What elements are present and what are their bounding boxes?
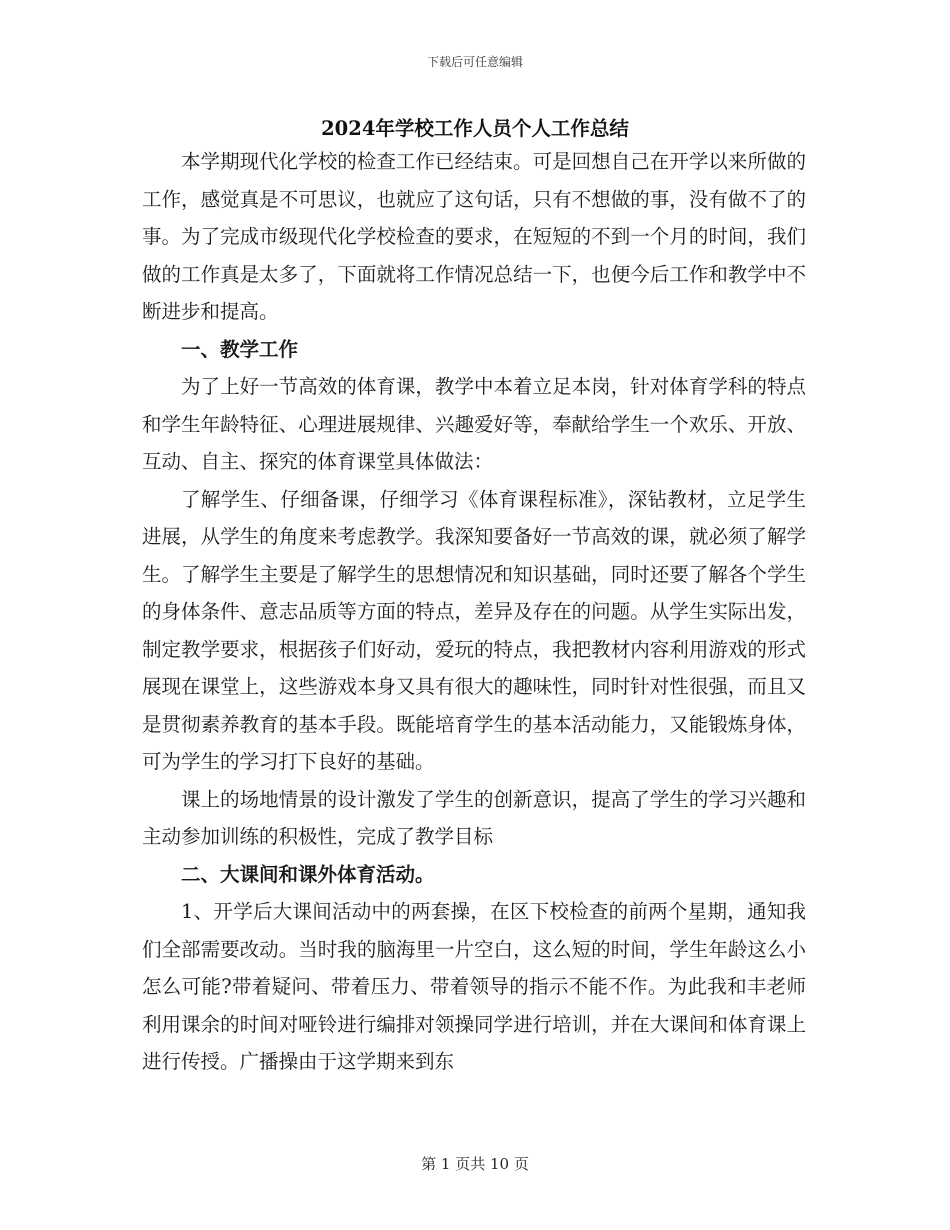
header-note: 下载后可任意编辑 bbox=[426, 55, 523, 69]
page-footer: 第 1 页共 10 页 bbox=[421, 1155, 529, 1173]
section-heading-activities: 二、大课间和课外体育活动。 bbox=[181, 862, 435, 886]
section-heading-teaching: 一、教学工作 bbox=[181, 337, 299, 361]
intro-paragraph: 本学期现代化学校的检查工作已经结束。可是回想自己在开学以来所做的工作，感觉真是不可思议，也就应了这句话，只有不想做的事，没有做不了的事。为了完成市级现代化学校检查的要求，在短短的不到一个月的时间，我们做的工作真是太多了，下面就将工作情况总结一下，也便今后工作和教学中不断进步和提高。 bbox=[142, 150, 806, 323]
teaching-outcome-paragraph: 课上的场地情景的设计激发了学生的创新意识，提高了学生的学习兴趣和主动参加训练的积极性，完成了教学目标 bbox=[142, 787, 806, 848]
activities-paragraph: 1、开学后大课间活动中的两套操，在区下校检查的前两个星期，通知我们全部需要改动。当时我的脑海里一片空白，这么短的时间，学生年龄这么小怎么可能?带着疑问、带着压力、带着领导的指示不能不作。为此我和丰老师利用课余的时间对哑铃进行编排对领操同学进行培训，并在大课间和体育课上进行传授。广播操由于这学期来到东 bbox=[142, 900, 806, 1073]
teaching-paragraph: 为了上好一节高效的体育课，教学中本着立足本岗，针对体育学科的特点和学生年龄特征、心理进展规律、兴趣爱好等，奉献给学生一个欢乐、开放、互动、自主、探究的体育课堂具体做法： bbox=[142, 375, 806, 473]
page-title: 2024年学校工作人员个人工作总结 bbox=[321, 117, 629, 140]
teaching-detail-paragraph: 了解学生、仔细备课，仔细学习《体育课程标准》，深钻教材，立足学生进展，从学生的角度来考虑教学。我深知要备好一节高效的课，就必须了解学生。了解学生主要是了解学生的思想情况和知识基础，同时还要了解各个学生的身体条件、意志品质等方面的特点，差异及存在的问题。从学生实际出发，制定教学要求，根据孩子们好动，爱玩的特点，我把教材内容利用游戏的形式展现在课堂上，这些游戏本身又具有很大的趣味性，同时针对性很强，而且又是贯彻素养教育的基本手段。既能培育学生的基本活动能力，又能锻炼身体，可为学生的学习打下良好的基础。 bbox=[142, 487, 806, 773]
document-body bbox=[142, 143, 806, 1081]
